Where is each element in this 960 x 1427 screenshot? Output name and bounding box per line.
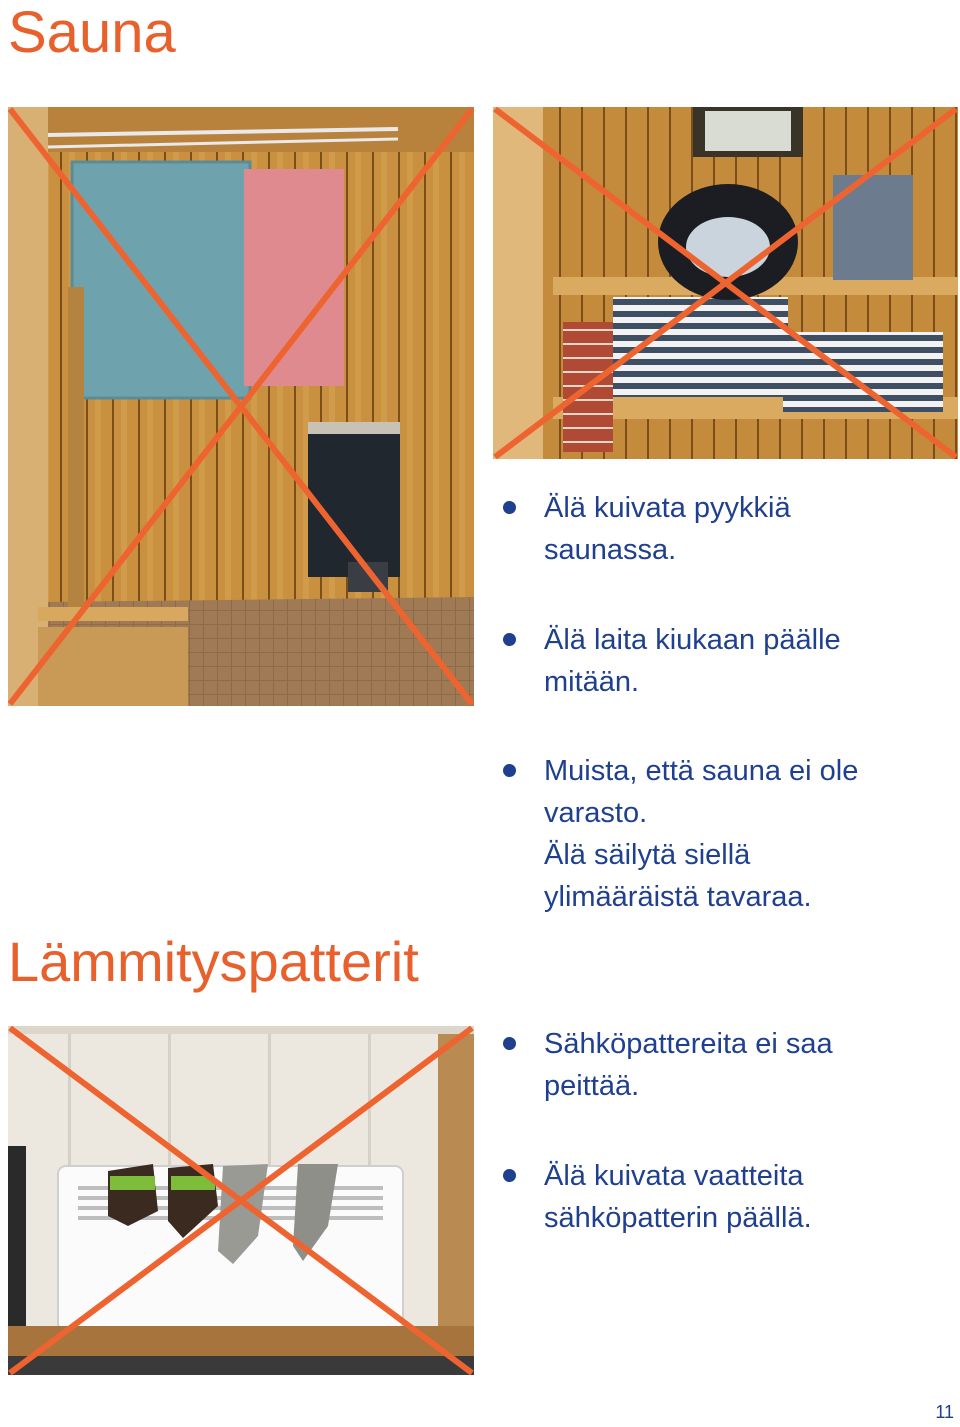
bullet-dot-icon	[503, 501, 516, 514]
bullet-dot-icon	[503, 764, 516, 777]
list-item-text: Älä kuivata pyykkiä saunassa.	[544, 492, 791, 566]
cross-mark-icon	[493, 107, 958, 459]
bullet-dot-icon	[503, 1169, 516, 1182]
list-item-text: Muista, että sauna ei ole varasto. Älä säilytä siellä ylimääräistä tavaraa.	[544, 755, 859, 913]
page-number: 11	[935, 1402, 954, 1422]
list-item	[503, 487, 943, 571]
bullet-dot-icon	[503, 1037, 516, 1050]
cross-mark-icon	[8, 107, 474, 706]
bullet-dot-icon	[503, 633, 516, 646]
photo-radiator-socks	[8, 1026, 474, 1375]
photo-sauna-storage	[493, 107, 958, 459]
photo-sauna-towels	[8, 107, 474, 706]
cross-mark-icon	[8, 1026, 474, 1375]
list-item	[503, 619, 943, 703]
sauna-heading: Sauna	[8, 0, 176, 65]
radiator-heading: Lämmityspatterit	[8, 930, 419, 993]
list-item-text: Sähköpattereita ei saa peittää.	[544, 1028, 833, 1102]
list-item	[503, 750, 943, 918]
list-item	[503, 1023, 943, 1107]
list-item	[503, 1155, 943, 1239]
list-item-text: Älä laita kiukaan päälle mitään.	[544, 624, 841, 698]
list-item-text: Älä kuivata vaatteita sähköpatterin päällä.	[544, 1160, 812, 1234]
